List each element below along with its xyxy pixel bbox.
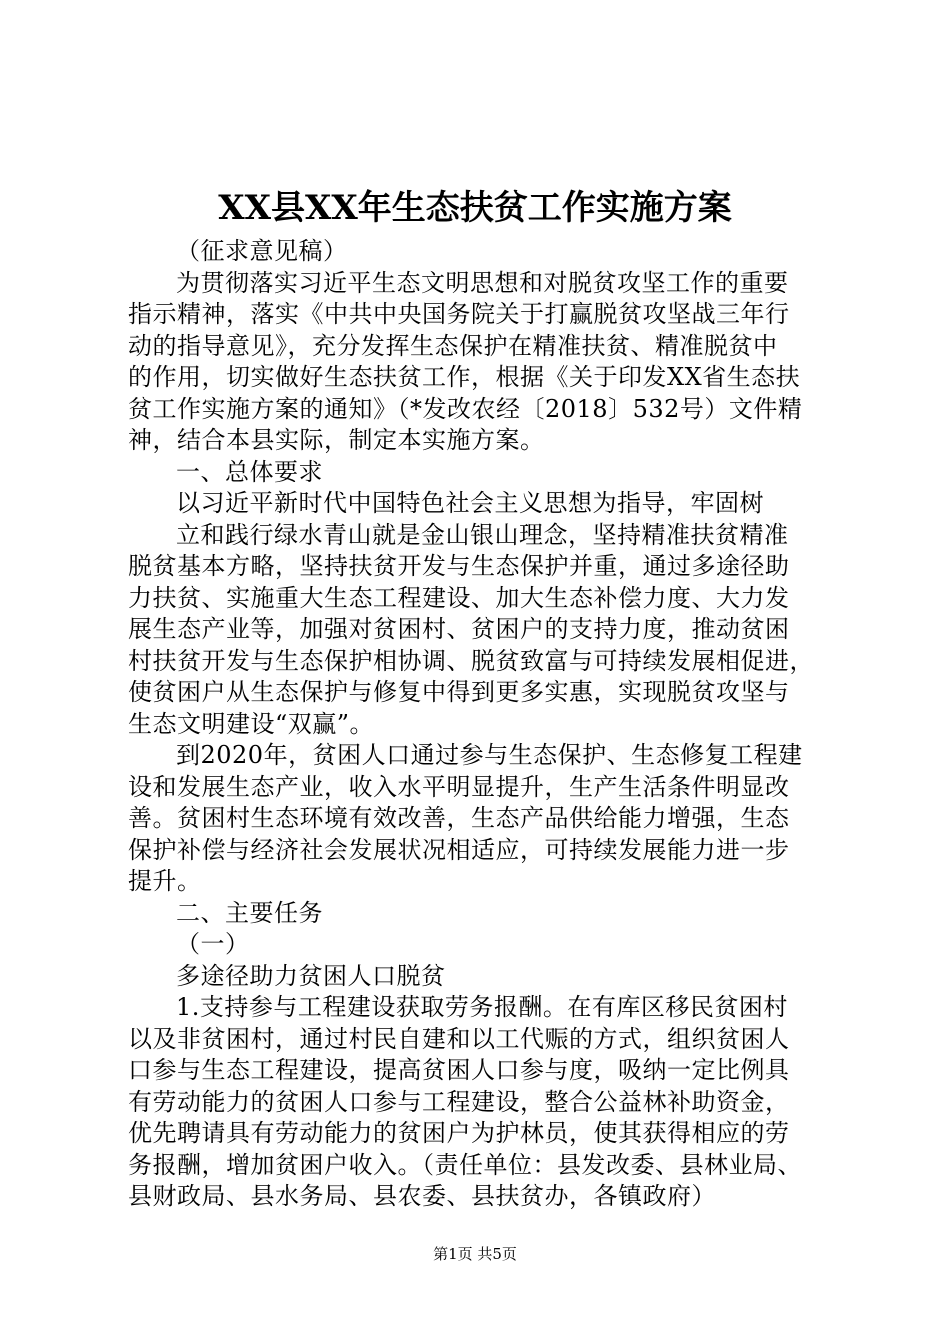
paragraph-line: 口参与生态工程建设，提高贫困人口参与度，吸纳一定比例具 — [128, 1056, 790, 1084]
subsection-heading: 多途径助力贫困人口脱贫 — [176, 961, 446, 990]
paragraph-line: 有劳动能力的贫困人口参与工程建设，整合公益林补助资金， — [128, 1087, 790, 1116]
paragraph-line: 县财政局、县水务局、县农委、县扶贫办，各镇政府） — [128, 1182, 716, 1210]
subsection-number: （一） — [176, 930, 250, 958]
paragraph-line: 到2020年，贫困人口通过参与生态保护、生态修复工程建 — [176, 741, 803, 769]
paragraph-line: 使贫困户从生态保护与修复中得到更多实惠，实现脱贫攻坚与 — [128, 678, 790, 706]
paragraph-line: 脱贫基本方略，坚持扶贫开发与生态保护并重，通过多途径助 — [128, 552, 790, 580]
paragraph-line: 以及非贫困村，通过村民自建和以工代赈的方式，组织贫困人 — [128, 1024, 790, 1053]
section-heading: 二、主要任务 — [176, 898, 323, 927]
paragraph-line: 设和发展生态产业，收入水平明显提升，生产生活条件明显改 — [128, 772, 790, 801]
paragraph-line: 优先聘请具有劳动能力的贫困户为护林员，使其获得相应的劳 — [128, 1119, 790, 1147]
paragraph-line: 为贯彻落实习近平生态文明思想和对脱贫攻坚工作的重要 — [176, 268, 789, 297]
subtitle: （征求意见稿） — [176, 237, 348, 265]
section-heading: 一、总体要求 — [176, 457, 323, 486]
paragraph-line: 村扶贫开发与生态保护相协调、脱贫致富与可持续发展相促进， — [128, 646, 814, 675]
paragraph-line: 以习近平新时代中国特色社会主义思想为指导，牢固树 — [176, 489, 764, 517]
paragraph-line: 立和践行绿水青山就是金山银山理念，坚持精准扶贫精准 — [176, 520, 789, 549]
paragraph-line: 展生态产业等，加强对贫困村、贫困户的支持力度，推动贫困 — [128, 615, 790, 643]
document-title: XX县XX年生态扶贫工作实施方案 — [218, 188, 732, 228]
paragraph-line: 保护补偿与经济社会发展状况相适应，可持续发展能力进一步 — [128, 835, 790, 864]
document-body — [128, 236, 828, 1213]
paragraph-line: 力扶贫、实施重大生态工程建设、加大生态补偿力度、大力发 — [128, 583, 790, 612]
page-footer: 第1页 共5页 — [433, 1245, 517, 1263]
paragraph-line: 善。贫困村生态环境有效改善，生态产品供给能力增强，生态 — [128, 804, 790, 832]
paragraph-line: 动的指导意见》，充分发挥生态保护在精准扶贫、精准脱贫中 — [128, 331, 778, 360]
paragraph-line: 的作用，切实做好生态扶贫工作，根据《关于印发XX省生态扶 — [128, 363, 801, 391]
paragraph-line: 贫工作实施方案的通知》（*发改农经〔2018〕532号）文件精 — [128, 394, 803, 423]
paragraph-line: 1.支持参与工程建设获取劳务报酬。在有库区移民贫困村 — [176, 993, 788, 1021]
paragraph-line: 务报酬，增加贫困户收入。（责任单位：县发改委、县林业局、 — [128, 1150, 802, 1179]
paragraph-line: 提升。 — [128, 867, 202, 895]
paragraph-line: 指示精神，落实《中共中央国务院关于打赢脱贫攻坚战三年行 — [128, 300, 790, 328]
paragraph-line: 神，结合本县实际，制定本实施方案。 — [128, 426, 545, 454]
paragraph-line: 生态文明建设“双赢”。 — [128, 709, 375, 738]
